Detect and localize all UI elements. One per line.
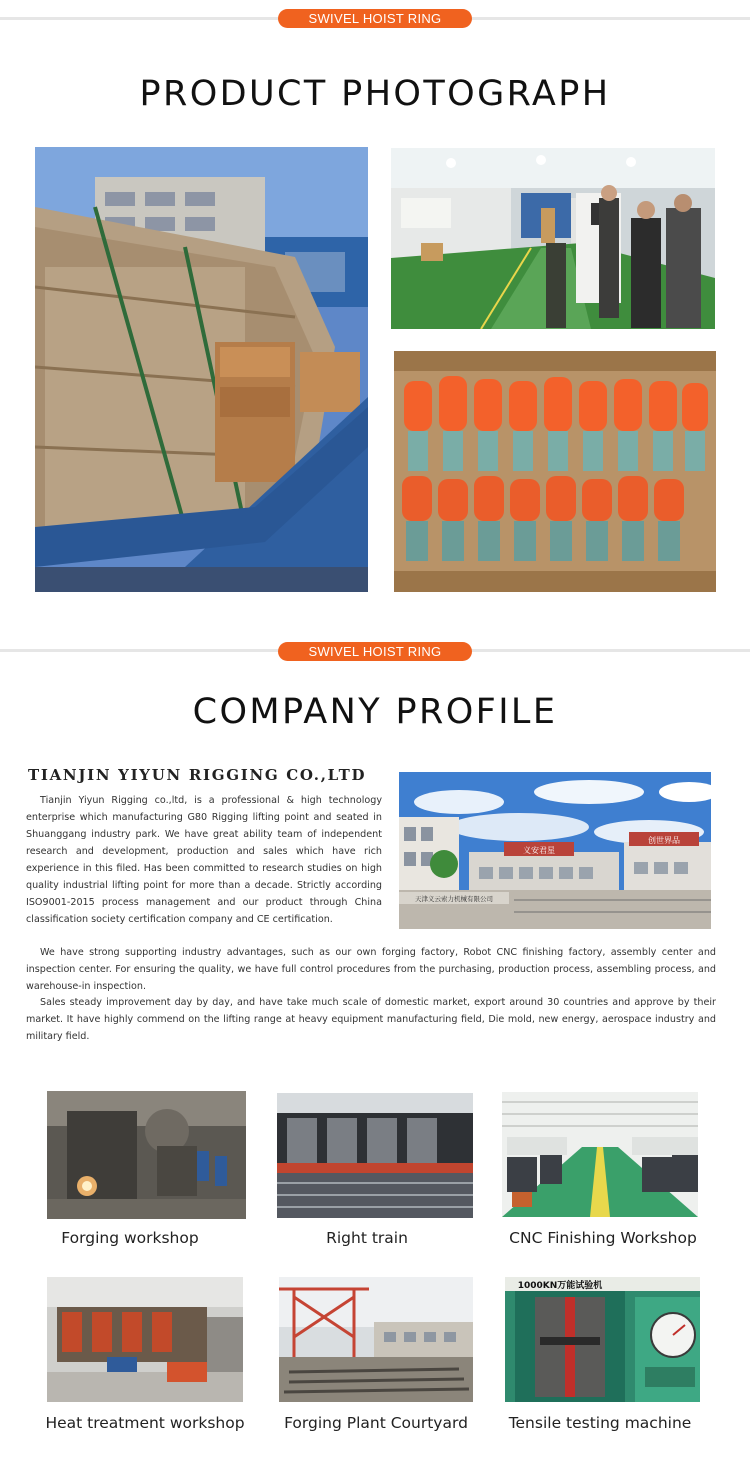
forging-courtyard-photo (279, 1277, 473, 1402)
heat-treatment-photo (47, 1277, 243, 1402)
tensile-machine-sign: 1000KN万能试验机 (517, 1281, 603, 1291)
right-train-photo (277, 1093, 473, 1218)
company-advantages-paragraph: We have strong supporting industry advantages, such as our own forging factory, Robot CNC finishing factory, assembly center and inspection center. For ensuring the quality, we have full control procedures from the purchasing, production process, assembling process, and warehouse-in inspection. (26, 947, 716, 992)
facility-caption: CNC Finishing Workshop (509, 1229, 697, 1247)
company-building-photo (399, 772, 711, 929)
forging-workshop-photo (47, 1091, 246, 1219)
company-name: TIANJIN YIYUN RIGGING CO.,LTD (28, 766, 367, 784)
warehouse-inspection-photo (391, 148, 715, 329)
swivel-rings-box-photo (394, 351, 716, 592)
tensile-machine-photo (505, 1277, 700, 1402)
company-market-paragraph: Sales steady improvement day by day, and have take much scale of domestic market, export around 30 countries and approve by their market. It have highly commend on the lifting range at heavy equipment manufacturing field, Die mold, new energy, aerospace industry and military field. (26, 997, 716, 1042)
building-name-plate: 天津义云索力机械有限公司 (415, 895, 493, 903)
building-sign-left: 义安君星 (523, 846, 555, 855)
section-badge: SWIVEL HOIST RING (278, 9, 472, 28)
truck-loading-photo (35, 147, 368, 592)
facility-caption: Right train (326, 1229, 408, 1247)
facility-caption: Tensile testing machine (508, 1414, 692, 1432)
page-title: PRODUCT PHOTOGRAPH (139, 74, 611, 114)
company-intro-paragraph: Tianjin Yiyun Rigging co.,ltd, is a professional & high technology enterprise which manufacturing G80 Rigging lifting point and seated in Shuanggang industry park. We have great ability team of independent research and development, production and sales which have rich experience in this filed. Has been committed to research studies on high quality industrial lifting point for more than a decade. Strictly according ISO9001-2015 process management and our product through China classification society certification company and CE certification. (26, 795, 382, 925)
facility-caption: Forging Plant Courtyard (284, 1414, 468, 1432)
section-title: COMPANY PROFILE (192, 692, 558, 732)
cnc-workshop-photo (502, 1092, 698, 1217)
building-sign-right: 创世界品 (648, 836, 680, 845)
section-badge: SWIVEL HOIST RING (278, 642, 472, 661)
facility-caption: Forging workshop (61, 1229, 199, 1247)
facility-caption: Heat treatment workshop (45, 1414, 245, 1432)
